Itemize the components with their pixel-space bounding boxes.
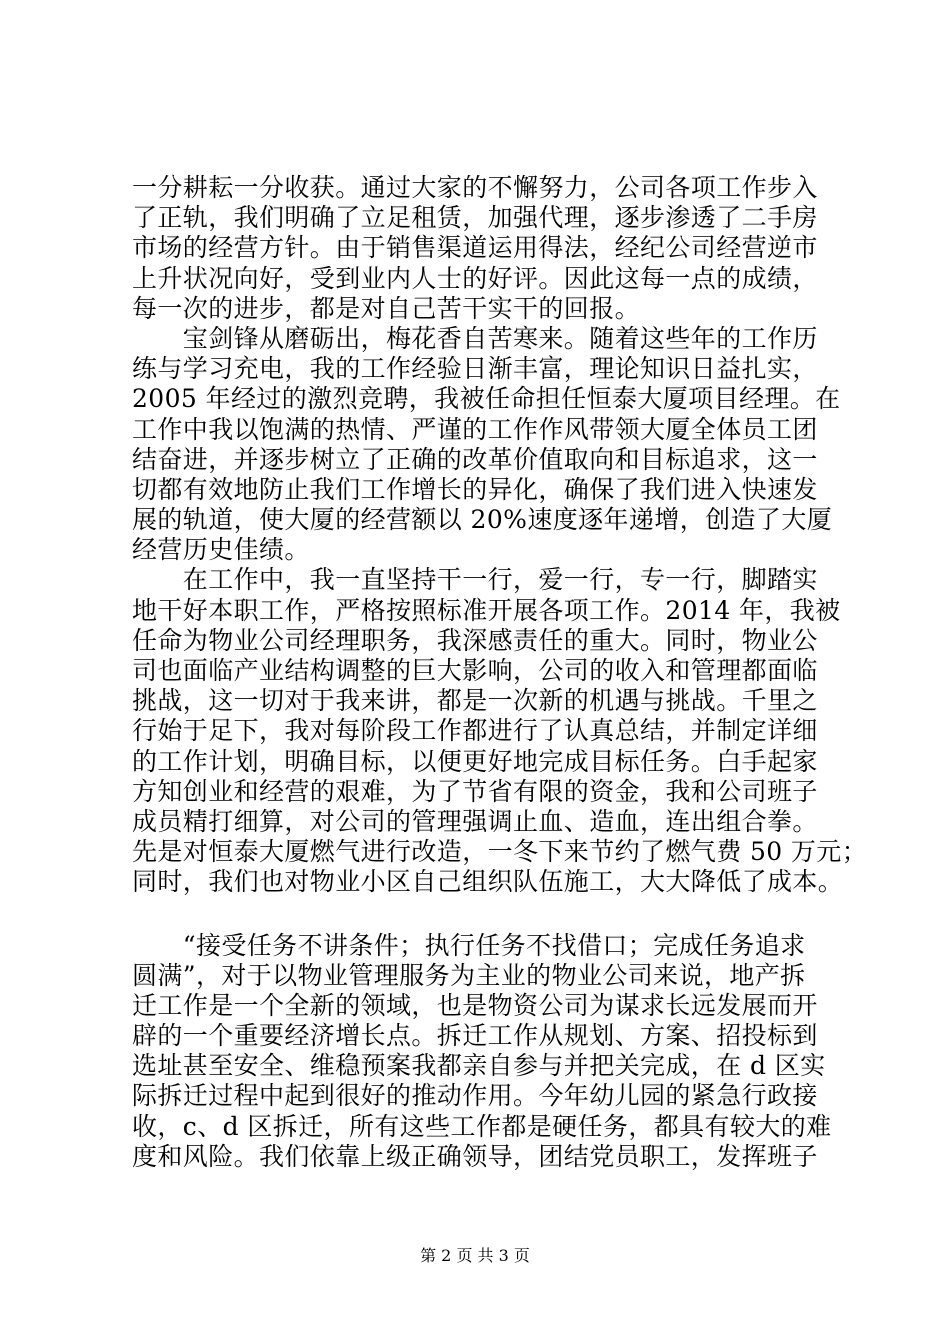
text-line: 挑战，这一切对于我来讲，都是一次新的机遇与挑战。千里之 [132, 686, 818, 716]
text-line: 圆满”，对于以物业管理服务为主业的物业公司来说，地产拆 [132, 960, 806, 990]
text-block-1 [132, 173, 868, 898]
text-line: 度和风险。我们依靠上级正确领导，团结党员职工，发挥班子 [132, 1141, 818, 1171]
text-line: 先是对恒泰大厦燃气进行改造，一冬下来节约了燃气费 50 万元； [132, 837, 868, 867]
text-line: 经营历史佳绩。 [132, 535, 310, 565]
document-body [132, 173, 868, 1172]
page-footer: 第 2 页 共 3 页 [420, 1246, 530, 1265]
text-line: 际拆迁过程中起到很好的推动作用。今年幼儿园的紧急行政接 [132, 1081, 818, 1111]
text-line: 方知创业和经营的艰难，为了节省有限的资金，我和公司班子 [132, 776, 818, 806]
text-line: 市场的经营方针。由于销售渠道运用得法，经纪公司经营逆市 [132, 233, 818, 263]
text-line: 每一次的进步，都是对自己苦干实干的回报。 [132, 293, 641, 323]
text-line: 上升状况向好，受到业内人士的好评。因此这每一点的成绩， [132, 263, 818, 293]
text-line: 地干好本职工作，严格按照标准开展各项工作。2014 年，我被 [132, 595, 841, 625]
text-line: 在工作中，我一直坚持干一行，爱一行，专一行，脚踏实 [132, 565, 818, 595]
text-line: 的工作计划，明确目标，以便更好地完成目标任务。白手起家 [132, 746, 818, 776]
text-block-2 [132, 931, 832, 1173]
text-line: 切都有效地防止我们工作增长的异化，确保了我们进入快速发 [132, 474, 818, 504]
text-line: 迁工作是一个全新的领域，也是物资公司为谋求长远发展而开 [132, 990, 818, 1020]
text-line: 工作中我以饱满的热情、严谨的工作作风带领大厦全体员工团 [132, 414, 818, 444]
text-line: 任命为物业公司经理职务，我深感责任的重大。同时，物业公 [132, 625, 818, 655]
text-line: 2005 年经过的激烈竞聘，我被任命担任恒泰大厦项目经理。在 [132, 384, 841, 414]
text-line: 成员精打细算，对公司的管理强调止血、造血，连出组合拳。 [132, 806, 818, 836]
paragraph-gap [132, 898, 832, 931]
text-line: 宝剑锋从磨砺出，梅花香自苦寒来。随着这些年的工作历 [132, 323, 818, 353]
text-line: 辟的一个重要经济增长点。拆迁工作从规划、方案、招投标到 [132, 1021, 818, 1051]
text-line: 了正轨，我们明确了立足租赁，加强代理，逐步渗透了二手房 [132, 203, 818, 233]
text-line: 结奋进，并逐步树立了正确的改革价值取向和目标追求，这一 [132, 444, 818, 474]
text-line: 行始于足下，我对每阶段工作都进行了认真总结，并制定详细 [132, 716, 818, 746]
text-line: 司也面临产业结构调整的巨大影响，公司的收入和管理都面临 [132, 656, 818, 685]
text-line: 一分耕耘一分收获。通过大家的不懈努力，公司各项工作步入 [132, 173, 818, 202]
text-line: 练与学习充电，我的工作经验日渐丰富，理论知识日益扎实， [132, 354, 818, 384]
text-line: 选址甚至安全、维稳预案我都亲自参与并把关完成，在 d 区实 [132, 1051, 826, 1081]
text-line: 展的轨道，使大厦的经营额以 20%速度逐年递增，创造了大厦 [132, 505, 833, 535]
text-line: “接受任务不讲条件；执行任务不找借口；完成任务追求 [132, 930, 806, 960]
text-line: 同时，我们也对物业小区自己组织队伍施工，大大降低了成本。 [132, 867, 844, 897]
text-line: 收，c、d 区拆迁，所有这些工作都是硬任务，都具有较大的难 [132, 1111, 832, 1141]
